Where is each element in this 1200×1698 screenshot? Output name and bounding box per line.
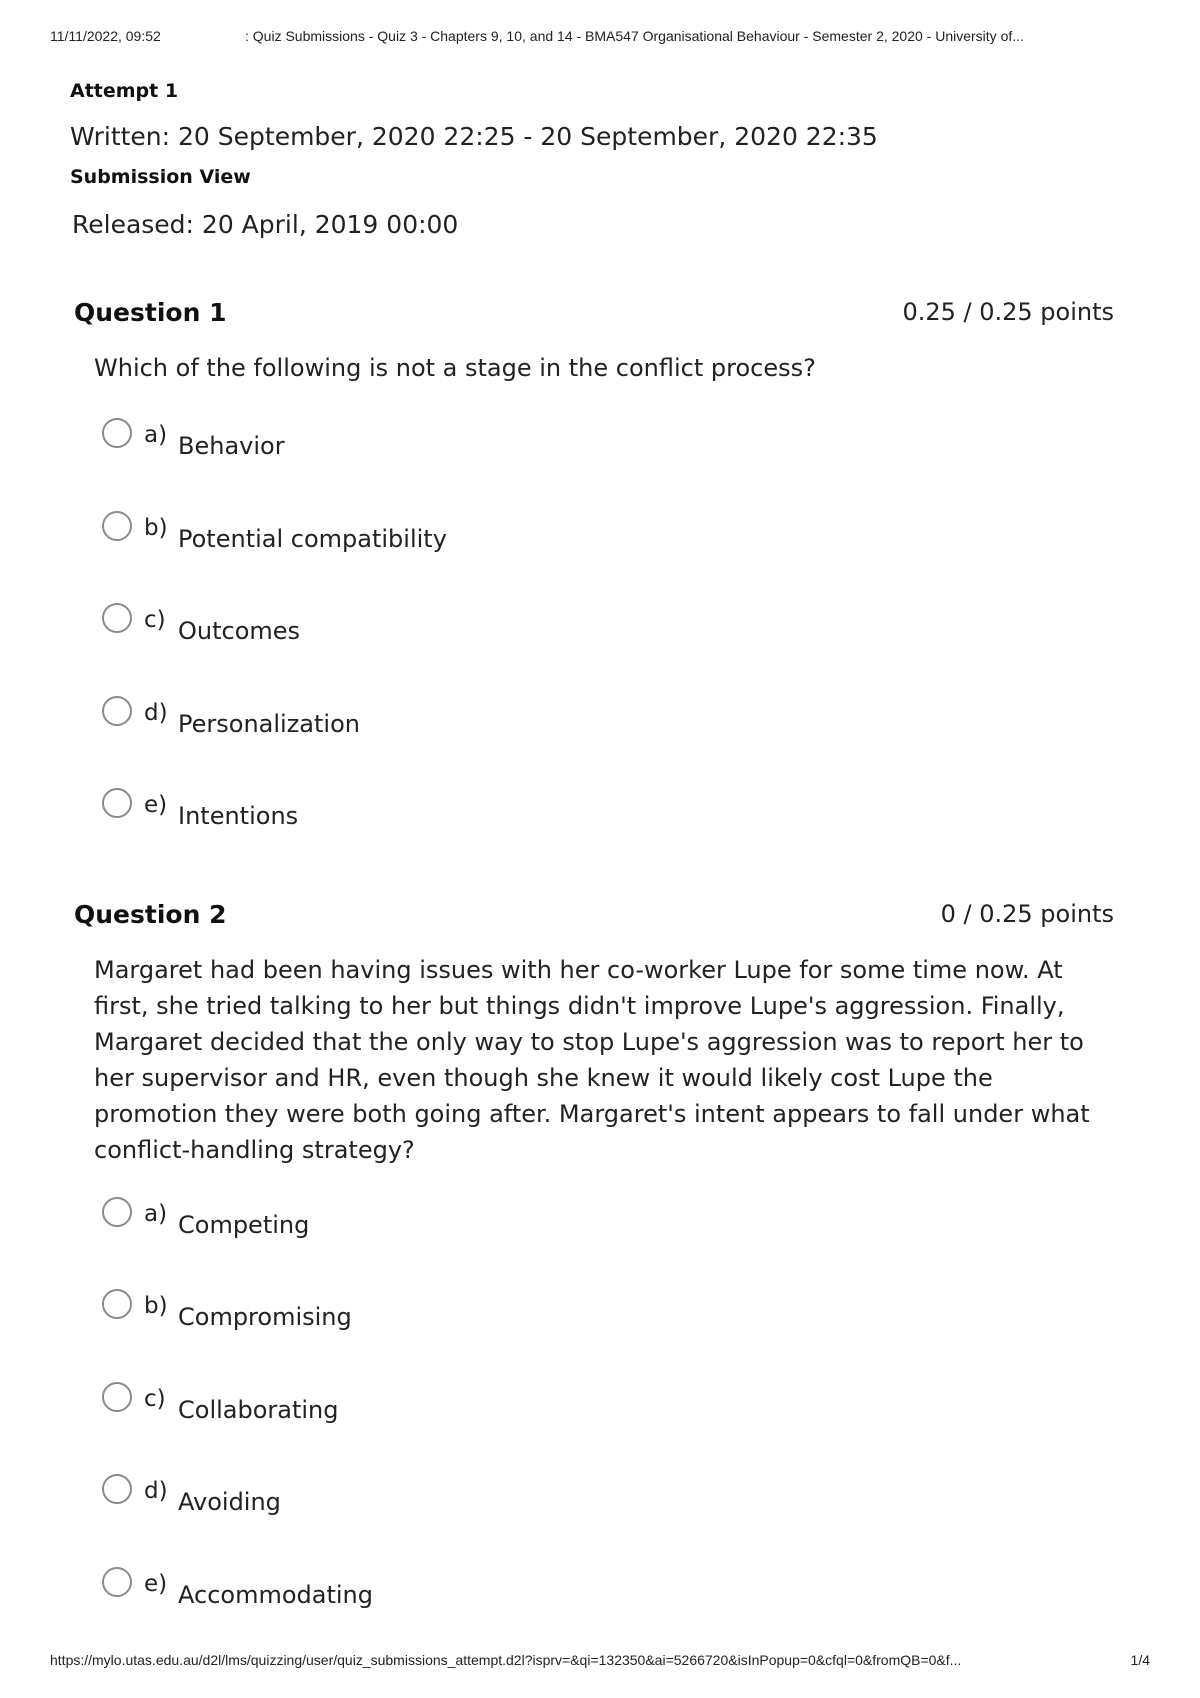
option-letter: e) (144, 792, 168, 818)
radio-button[interactable] (102, 696, 132, 726)
submission-view-heading: Submission View (70, 166, 251, 188)
released-timestamp: Released: 20 April, 2019 00:00 (72, 210, 459, 239)
option-letter: e) (144, 1571, 168, 1597)
print-url: https://mylo.utas.edu.au/d2l/lms/quizzing/user/quiz_submissions_attempt.d2l?isprv=&qi=132350&ai=5266720&isInPopup=0&cfql=0&fromQB=0&f... (50, 1652, 962, 1668)
option-label: Competing (178, 1211, 310, 1239)
option-label: Avoiding (178, 1488, 281, 1516)
answer-option-a[interactable] (102, 1197, 702, 1237)
option-letter: c) (144, 1386, 166, 1412)
print-header (50, 28, 1150, 48)
question-points: 0.25 / 0.25 points (902, 298, 1114, 326)
option-label: Behavior (178, 432, 285, 460)
answer-option-a[interactable] (102, 418, 702, 458)
option-letter: c) (144, 607, 166, 633)
question-text-line: Margaret decided that the only way to stop Lupe's aggression was to report her to (94, 1028, 1084, 1056)
option-label: Potential compatibility (178, 525, 447, 553)
question-text (94, 952, 1104, 1168)
option-label: Intentions (178, 802, 299, 830)
answer-option-d[interactable] (102, 1474, 702, 1514)
answer-option-c[interactable] (102, 603, 702, 643)
option-letter: d) (144, 700, 168, 726)
written-timestamp: Written: 20 September, 2020 22:25 - 20 September, 2020 22:35 (70, 122, 878, 151)
question-text-line: her supervisor and HR, even though she knew it would likely cost Lupe the (94, 1064, 993, 1092)
radio-button[interactable] (102, 511, 132, 541)
option-letter: b) (144, 1293, 168, 1319)
radio-button[interactable] (102, 1567, 132, 1597)
radio-button[interactable] (102, 788, 132, 818)
option-label: Personalization (178, 710, 360, 738)
print-footer (50, 1652, 1150, 1672)
radio-button[interactable] (102, 1382, 132, 1412)
option-letter: b) (144, 515, 168, 541)
option-letter: a) (144, 1201, 168, 1227)
option-label: Outcomes (178, 617, 301, 645)
question-title: Question 1 (74, 298, 227, 327)
radio-button[interactable] (102, 1289, 132, 1319)
radio-button[interactable] (102, 418, 132, 448)
question-title: Question 2 (74, 900, 227, 929)
answer-option-b[interactable] (102, 1289, 702, 1329)
question-points: 0 / 0.25 points (940, 900, 1114, 928)
answer-option-c[interactable] (102, 1382, 702, 1422)
print-date: 11/11/2022, 09:52 (50, 28, 161, 44)
radio-button[interactable] (102, 1474, 132, 1504)
question-text-line: Margaret had been having issues with her co-worker Lupe for some time now. At (94, 956, 1063, 984)
answer-option-e[interactable] (102, 788, 702, 828)
question-text-line: first, she tried talking to her but things didn't improve Lupe's aggression. Finally, (94, 992, 1065, 1020)
question-text-line: promotion they were both going after. Margaret's intent appears to fall under what (94, 1100, 1090, 1128)
radio-button[interactable] (102, 603, 132, 633)
option-letter: d) (144, 1478, 168, 1504)
option-label: Accommodating (178, 1581, 373, 1609)
option-letter: a) (144, 422, 168, 448)
radio-button[interactable] (102, 1197, 132, 1227)
option-label: Compromising (178, 1303, 352, 1331)
answer-option-b[interactable] (102, 511, 702, 551)
question-text: Which of the following is not a stage in the conflict process? (94, 354, 816, 382)
attempt-heading: Attempt 1 (70, 80, 179, 102)
print-page-title: : Quiz Submissions - Quiz 3 - Chapters 9, 10, and 14 - BMA547 Organisational Behaviour - Semester 2, 2020 - University of... (245, 28, 1024, 44)
answer-option-d[interactable] (102, 696, 702, 736)
answer-option-e[interactable] (102, 1567, 702, 1607)
option-label: Collaborating (178, 1396, 339, 1424)
question-text-line: conflict-handling strategy? (94, 1136, 415, 1164)
page-number: 1/4 (1130, 1652, 1150, 1668)
